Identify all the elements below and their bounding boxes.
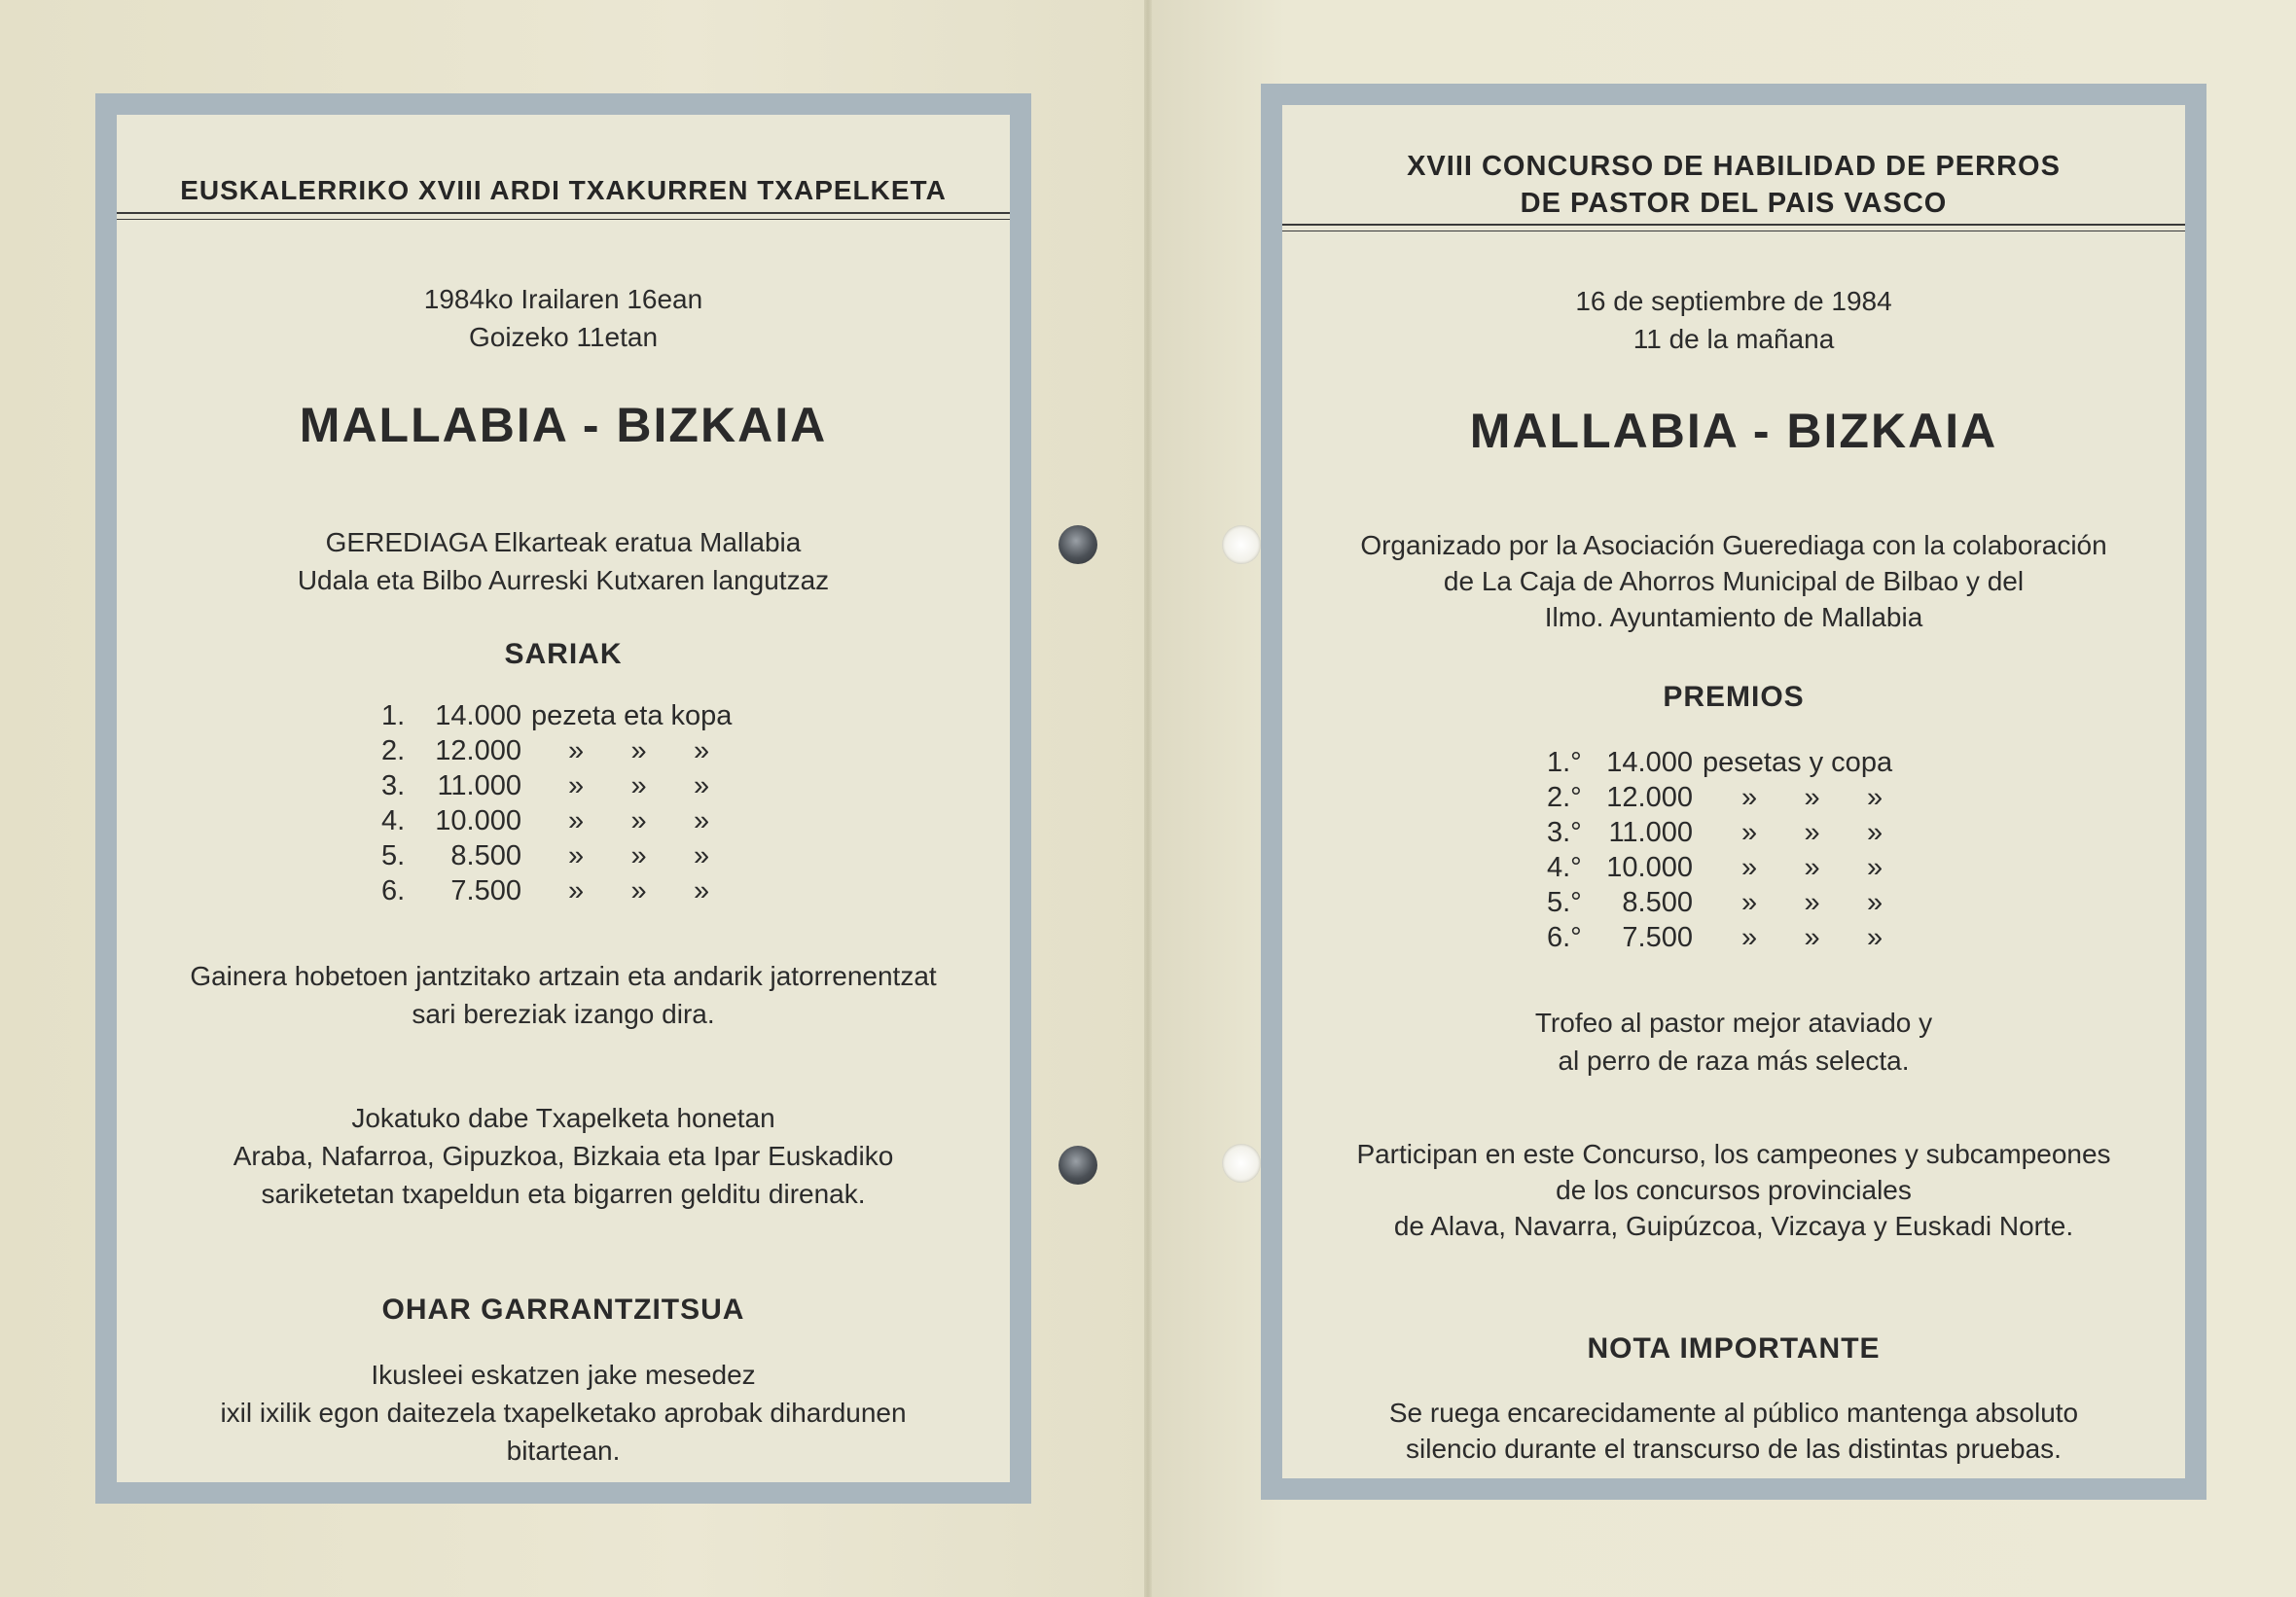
spanish-panel <box>1261 84 2206 1500</box>
prize-amount: 7.500 <box>1622 922 1693 953</box>
prize-rank: 6. <box>381 875 406 906</box>
spanish-prize-list <box>1547 745 1892 955</box>
prize-rank: 6.° <box>1547 922 1582 953</box>
prize-desc: » » » <box>1741 887 1883 918</box>
prize-desc: » » » <box>568 875 710 906</box>
basque-participants-line: Jokatuko dabe Txapelketa honetan <box>351 1103 775 1133</box>
spanish-header <box>1282 148 2185 222</box>
prize-row <box>381 838 732 873</box>
prize-rank: 4. <box>381 805 406 836</box>
spanish-note-line: Se ruega encarecidamente al público mantenga absoluto <box>1388 1398 2079 1428</box>
spanish-organizer-line: Organizado por la Asociación Guerediaga con la colaboración <box>1360 530 2107 560</box>
basque-special-prizes <box>117 957 1010 1033</box>
spanish-trophy-line: Trofeo al pastor mejor ataviado y <box>1534 1008 1933 1038</box>
prize-rank: 1.° <box>1547 747 1582 778</box>
prize-amount: 14.000 <box>435 700 521 731</box>
basque-prize-list <box>381 698 732 908</box>
prize-row <box>1547 745 1892 780</box>
prize-amount: 10.000 <box>435 805 521 836</box>
prize-desc: » » » <box>568 840 710 871</box>
basque-organizer-line: GEREDIAGA Elkarteak eratua Mallabia <box>325 527 802 557</box>
basque-note-line: Ikusleei eskatzen jake mesedez <box>371 1360 756 1390</box>
spanish-header-rule <box>1282 224 2185 231</box>
basque-participants <box>117 1099 1010 1213</box>
prize-row <box>381 873 732 908</box>
spanish-date-line: 16 de septiembre de 1984 <box>1575 286 1892 316</box>
spanish-participants-line: de Alava, Navarra, Guipúzcoa, Vizcaya y Euskadi Norte. <box>1393 1211 2074 1241</box>
spanish-organizer-line: Ilmo. Ayuntamiento de Mallabia <box>1544 602 1923 632</box>
basque-title: MALLABIA - BIZKAIA <box>299 398 828 452</box>
prize-rank: 3.° <box>1547 817 1582 848</box>
basque-panel <box>95 93 1031 1504</box>
prize-rank: 5. <box>381 840 406 871</box>
basque-header-rule <box>117 212 1010 220</box>
prize-amount: 8.500 <box>450 840 521 871</box>
prize-amount: 8.500 <box>1622 887 1693 918</box>
prize-amount: 7.500 <box>450 875 521 906</box>
prize-row <box>381 698 732 733</box>
basque-special-line: Gainera hobetoen jantzitako artzain eta andarik jatorrenentzat <box>190 961 937 991</box>
spanish-note-title: NOTA IMPORTANTE <box>1587 1332 1881 1365</box>
basque-organizer <box>117 523 1010 599</box>
spanish-header-line: DE PASTOR DEL PAIS VASCO <box>1520 188 1948 219</box>
spanish-title: MALLABIA - BIZKAIA <box>1469 404 1998 458</box>
spanish-organizer-line: de La Caja de Ahorros Municipal de Bilbao y del <box>1443 566 2025 596</box>
binder-hole-top-left <box>1058 525 1097 564</box>
prize-row <box>381 803 732 838</box>
basque-special-line: sari bereziak izango dira. <box>412 999 715 1029</box>
prize-row <box>1547 780 1892 815</box>
prize-desc: pesetas y copa <box>1703 747 1893 778</box>
prize-amount: 14.000 <box>1606 747 1693 778</box>
binder-hole-top-right <box>1222 525 1261 564</box>
basque-participants-line: sariketetan txapeldun eta bigarren gelditu direnak. <box>261 1179 866 1209</box>
spanish-trophy <box>1282 1004 2185 1080</box>
spanish-trophy-line: al perro de raza más selecta. <box>1558 1046 1910 1076</box>
prize-row <box>1547 815 1892 850</box>
spanish-participants <box>1282 1136 2185 1244</box>
prize-amount: 10.000 <box>1606 852 1693 883</box>
prize-rank: 5.° <box>1547 887 1582 918</box>
prize-desc: » » » <box>568 805 710 836</box>
spanish-note <box>1282 1395 2185 1467</box>
spanish-participants-line: de los concursos provinciales <box>1556 1175 1912 1205</box>
spanish-note-line: silencio durante el transcurso de las distintas pruebas. <box>1406 1434 2062 1464</box>
basque-note-line: bitartean. <box>506 1436 621 1466</box>
prize-rank: 2.° <box>1547 782 1582 813</box>
prize-amount: 12.000 <box>435 735 521 766</box>
binder-hole-bottom-right <box>1222 1144 1261 1183</box>
basque-participants-line: Araba, Nafarroa, Gipuzkoa, Bizkaia eta Ipar Euskadiko <box>233 1141 894 1171</box>
basque-note-line: ixil ixilik egon daitezela txapelketako aprobak dihardunen <box>220 1398 907 1428</box>
basque-prizes-title: SARIAK <box>504 638 623 670</box>
prize-desc: » » » <box>1741 922 1883 953</box>
basque-organizer-line: Udala eta Bilbo Aurreski Kutxaren langutzaz <box>297 565 830 595</box>
prize-amount: 12.000 <box>1606 782 1693 813</box>
prize-amount: 11.000 <box>437 770 521 801</box>
prize-desc: » » » <box>1741 782 1883 813</box>
basque-time-line: Goizeko 11etan <box>468 322 659 352</box>
basque-note-title: OHAR GARRANTZITSUA <box>381 1294 745 1326</box>
basque-note <box>117 1356 1010 1470</box>
spanish-header-line: XVIII CONCURSO DE HABILIDAD DE PERROS <box>1407 151 2061 182</box>
prize-desc: » » » <box>568 770 710 801</box>
prize-row <box>1547 885 1892 920</box>
prize-row <box>381 733 732 768</box>
basque-date <box>117 280 1010 356</box>
prize-amount: 11.000 <box>1608 817 1693 848</box>
prize-row <box>1547 850 1892 885</box>
spanish-date <box>1282 282 2185 358</box>
spanish-organizer <box>1282 527 2185 635</box>
prize-desc: » » » <box>568 735 710 766</box>
prize-desc: » » » <box>1741 817 1883 848</box>
spanish-prizes-title: PREMIOS <box>1663 681 1805 713</box>
prize-rank: 1. <box>381 700 406 731</box>
prize-desc: pezeta eta kopa <box>531 700 733 731</box>
basque-header: EUSKALERRIKO XVIII ARDI TXAKURREN TXAPELKETA <box>180 175 947 205</box>
basque-date-line: 1984ko Irailaren 16ean <box>423 284 703 314</box>
prize-rank: 2. <box>381 735 406 766</box>
prize-rank: 3. <box>381 770 406 801</box>
prize-row <box>381 768 732 803</box>
binder-hole-bottom-left <box>1058 1146 1097 1185</box>
prize-rank: 4.° <box>1547 852 1582 883</box>
spanish-time-line: 11 de la mañana <box>1632 324 1835 354</box>
prize-desc: » » » <box>1741 852 1883 883</box>
spanish-participants-line: Participan en este Concurso, los campeones y subcampeones <box>1356 1139 2111 1169</box>
prize-row <box>1547 920 1892 955</box>
center-fold <box>1144 0 1152 1597</box>
